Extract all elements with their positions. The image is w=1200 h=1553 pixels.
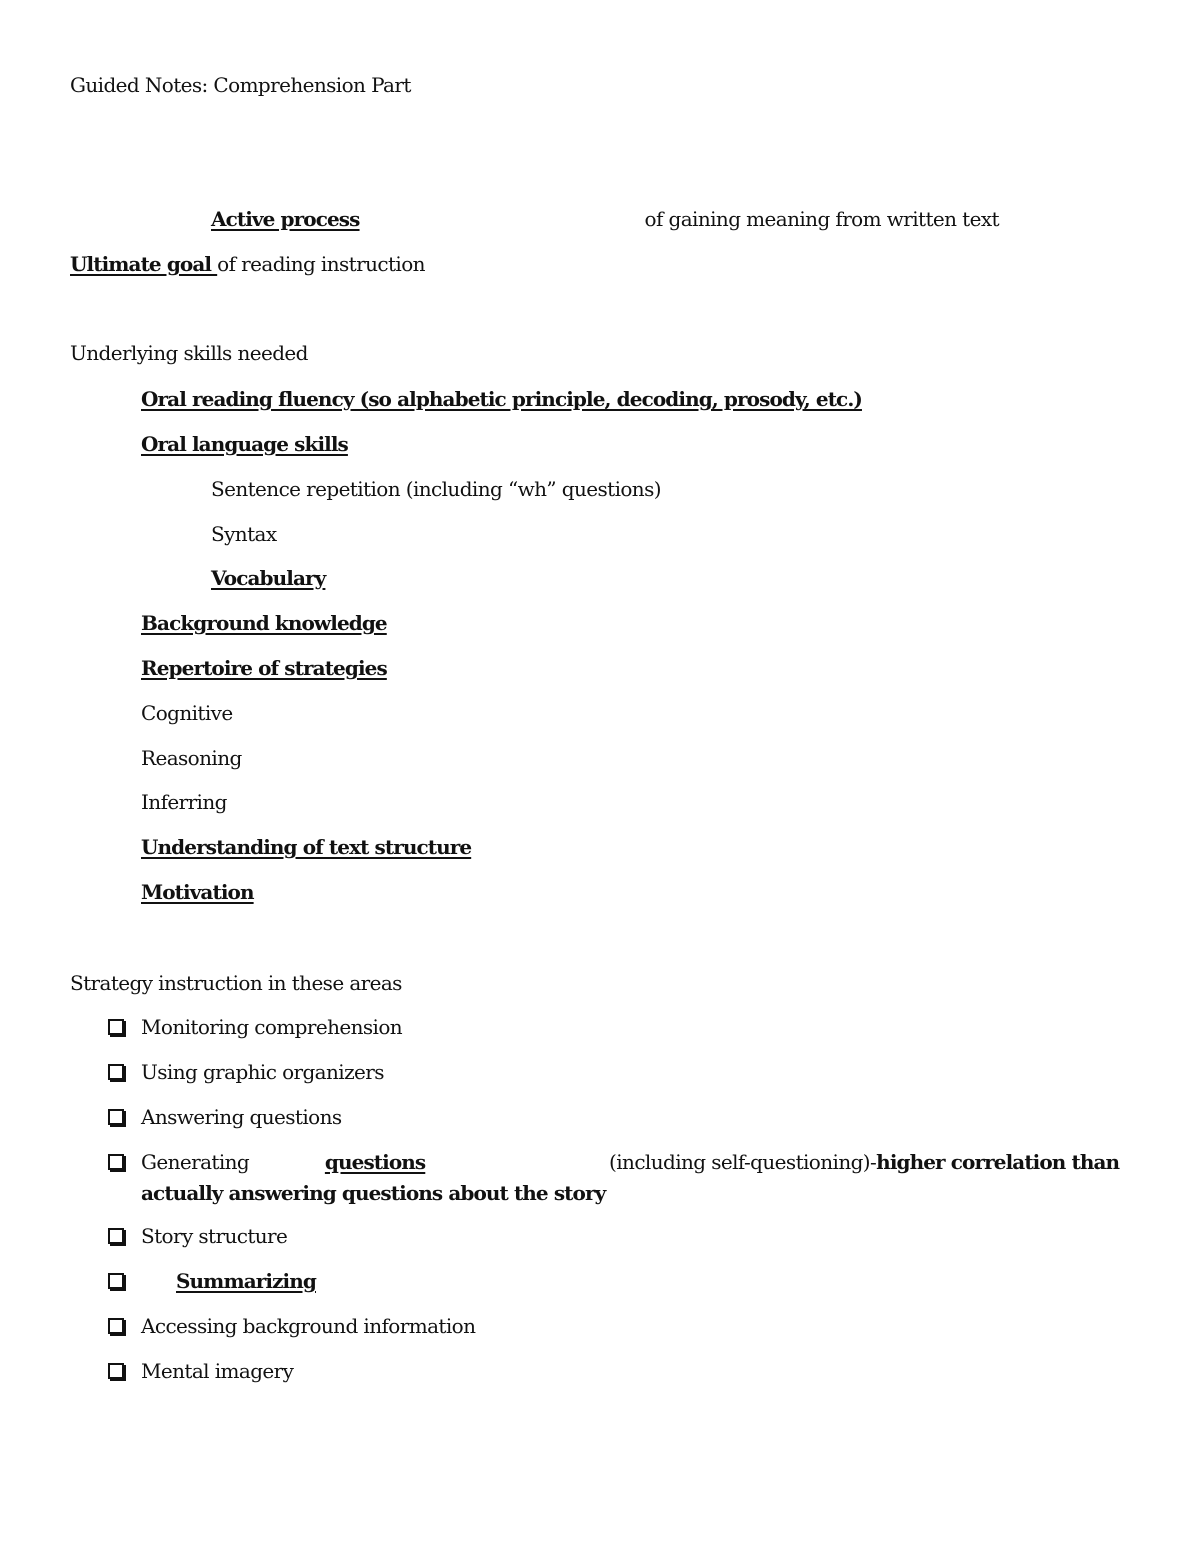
strategy-accessing: Accessing background information <box>141 1314 476 1338</box>
fill-blank <box>862 387 1074 411</box>
skill-reasoning: Reasoning <box>141 746 242 770</box>
checkbox-icon[interactable] <box>108 1363 124 1379</box>
blank-filled-term: Active process <box>211 207 360 231</box>
fill-blank: Summarizing <box>176 1269 316 1293</box>
fill-blank <box>471 835 695 859</box>
skill-inferring: Inferring <box>141 790 227 814</box>
strategy-mental: Mental imagery <box>141 1359 294 1383</box>
checkbox-icon[interactable] <box>108 1154 124 1170</box>
fill-blank: questions <box>324 1150 426 1174</box>
subskill-vocabulary: Vocabulary <box>211 565 514 591</box>
strategy-answering: Answering questions <box>141 1105 342 1129</box>
strategy-generating-cont: actually answering questions about the story <box>141 1181 606 1205</box>
skill-oral-reading: Oral reading fluency (so alphabetic principle, decoding, prosody, etc.) <box>141 386 1074 412</box>
strategy-monitoring: Monitoring comprehension <box>141 1015 403 1039</box>
checkbox-icon[interactable] <box>108 1318 124 1334</box>
strategy-story-structure: Story structure <box>141 1224 288 1248</box>
checkbox-icon[interactable] <box>108 1109 124 1125</box>
strategy-heading: Strategy instruction in these areas <box>70 971 402 995</box>
goal-line <box>70 251 425 277</box>
checkbox-icon[interactable] <box>108 1064 124 1080</box>
skill-oral-language: Oral language skills <box>141 431 524 457</box>
definition-text: of gaining meaning from written text <box>644 207 999 231</box>
subskill-syntax: Syntax <box>211 522 277 546</box>
fill-blank <box>325 566 514 590</box>
strategy-generating: Generating questions (including self-questioning)-higher correlation than <box>141 1150 1120 1174</box>
subskill-sentence-repetition: Sentence repetition (including “wh” questions) <box>211 477 661 501</box>
skill-cognitive: Cognitive <box>141 701 233 725</box>
skill-motivation: Motivation <box>141 880 254 904</box>
page-title: Guided Notes: Comprehension Part <box>70 73 411 97</box>
checkbox-icon[interactable] <box>108 1228 124 1244</box>
strategy-summarizing <box>141 1268 528 1294</box>
skill-background: Background knowledge <box>141 611 387 635</box>
skill-text-structure: Understanding of text structure <box>141 834 695 860</box>
skills-heading: Underlying skills needed <box>70 341 308 365</box>
goal-text: of reading instruction <box>217 252 425 276</box>
checkbox-icon[interactable] <box>108 1019 124 1035</box>
goal-term: Ultimate goal <box>70 252 218 276</box>
checkbox-icon[interactable] <box>108 1273 124 1289</box>
fill-blank <box>348 432 524 456</box>
strategy-graphic: Using graphic organizers <box>141 1060 384 1084</box>
definition-line <box>70 206 999 232</box>
skill-repertoire: Repertoire of strategies <box>141 656 387 680</box>
